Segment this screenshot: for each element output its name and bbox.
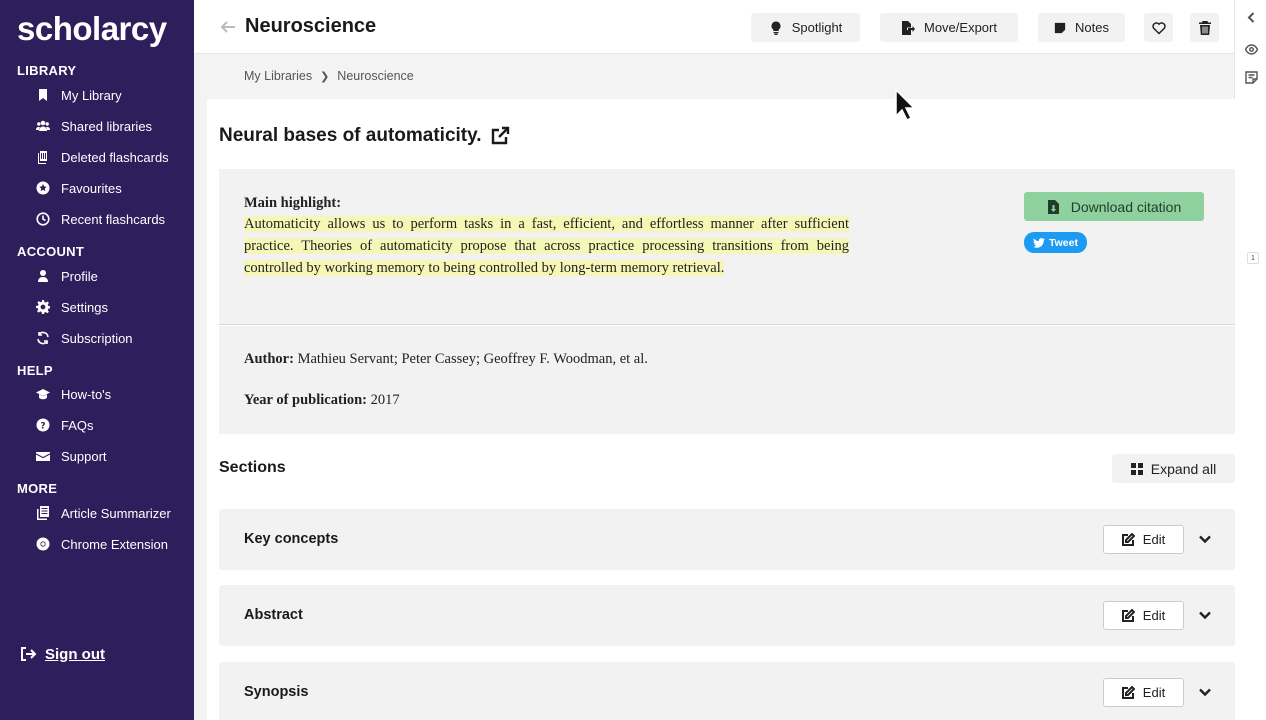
section-label: Key concepts: [244, 531, 339, 547]
scholarcy-logo[interactable]: scholarcy: [17, 10, 167, 47]
expand-chevron[interactable]: [1197, 684, 1213, 700]
sidebar-item-label: Deleted flashcards: [61, 149, 169, 165]
document-icon: [34, 504, 52, 522]
sticky-note-icon: [1245, 71, 1258, 84]
highlight-panel: [219, 169, 1235, 325]
arrow-left-icon: [218, 17, 238, 37]
section-heading-account: ACCOUNT: [17, 244, 85, 259]
bookmark-icon: [34, 86, 52, 104]
delete-button[interactable]: [1190, 13, 1219, 42]
heart-icon: [1152, 21, 1166, 35]
tweet-button[interactable]: [1024, 232, 1087, 253]
expand-chevron[interactable]: [1197, 531, 1213, 547]
article-title-row: [219, 125, 510, 147]
metadata-panel: [219, 326, 1235, 434]
sidebar-item-shared-libraries[interactable]: [34, 117, 152, 135]
edit-icon: [1122, 609, 1135, 622]
clock-icon: [34, 210, 52, 228]
trash-card-icon: [34, 148, 52, 166]
download-citation-button[interactable]: [1024, 192, 1204, 221]
collapse-panel-button[interactable]: [1241, 7, 1261, 27]
external-link-icon[interactable]: [490, 126, 510, 146]
envelope-icon: [34, 447, 52, 465]
edit-icon: [1122, 686, 1135, 699]
sign-out-link[interactable]: [19, 645, 105, 663]
file-export-icon: [901, 21, 915, 35]
sidebar-item-label: Shared libraries: [61, 118, 153, 134]
page-title: Neuroscience: [245, 15, 377, 37]
sidebar-item-label: My Library: [61, 87, 122, 103]
section-abstract[interactable]: [219, 585, 1235, 646]
author-label: Author:: [244, 351, 294, 367]
sidebar: [0, 0, 194, 720]
sidebar-item-settings[interactable]: [34, 298, 108, 316]
expand-all-label: Expand all: [1150, 460, 1217, 477]
user-icon: [34, 267, 52, 285]
question-icon: [34, 416, 52, 434]
sidebar-item-recent-flashcards[interactable]: [34, 210, 165, 228]
sidebar-item-how-tos[interactable]: [34, 385, 111, 403]
chevron-down-icon: [1197, 607, 1213, 623]
highlight-label: Main highlight:: [244, 195, 342, 211]
spotlight-label: Spotlight: [791, 20, 843, 35]
tweet-label: Tweet: [1049, 236, 1078, 249]
highlight-text: [244, 213, 849, 279]
section-synopsis[interactable]: [219, 662, 1235, 720]
year-value: 2017: [370, 392, 400, 408]
chevron-down-icon: [1197, 531, 1213, 547]
sidebar-item-label: Settings: [61, 299, 108, 315]
edit-label: Edit: [1142, 685, 1166, 700]
breadcrumb-current: Neuroscience: [337, 69, 414, 83]
note-icon: [1054, 22, 1066, 34]
download-citation-label: Download citation: [1070, 198, 1182, 215]
edit-button[interactable]: [1103, 678, 1184, 707]
expand-all-button[interactable]: [1112, 454, 1235, 483]
rail-badge: 1: [1247, 252, 1259, 264]
file-download-icon: [1047, 200, 1060, 214]
notes-label: Notes: [1075, 20, 1109, 35]
mouse-cursor-icon: [894, 88, 916, 122]
author-value: Mathieu Servant; Peter Cassey; Geoffrey F. Woodman, et al.: [297, 351, 648, 367]
back-button[interactable]: [218, 17, 238, 37]
sidebar-item-support[interactable]: [34, 447, 107, 465]
chevron-down-icon: [1197, 684, 1213, 700]
author-row: [244, 351, 648, 368]
move-export-label: Move/Export: [924, 20, 997, 35]
move-export-button[interactable]: [880, 13, 1018, 42]
year-label: Year of publication:: [244, 392, 367, 408]
article-title: Neural bases of automaticity.: [219, 125, 482, 146]
spotlight-button[interactable]: [751, 13, 860, 42]
sidebar-item-label: FAQs: [61, 417, 94, 433]
sidebar-item-chrome-extension[interactable]: [34, 535, 168, 553]
section-heading-library: LIBRARY: [17, 63, 77, 78]
sign-out-label: Sign out: [45, 645, 105, 663]
sidebar-item-label: Article Summarizer: [61, 505, 171, 521]
trash-icon: [1198, 21, 1212, 35]
breadcrumb: [244, 69, 414, 83]
eye-icon: [1245, 43, 1258, 56]
sidebar-item-profile[interactable]: [34, 267, 98, 285]
section-heading-more: MORE: [17, 481, 58, 496]
expand-chevron[interactable]: [1197, 607, 1213, 623]
lightbulb-icon: [769, 21, 783, 35]
users-icon: [34, 117, 52, 135]
edit-button[interactable]: [1103, 601, 1184, 630]
graduation-cap-icon: [34, 385, 52, 403]
section-label: Abstract: [244, 607, 303, 623]
refresh-icon: [34, 329, 52, 347]
preview-button[interactable]: [1241, 39, 1261, 59]
breadcrumb-root[interactable]: My Libraries: [244, 69, 313, 83]
edit-icon: [1122, 533, 1135, 546]
star-icon: [34, 179, 52, 197]
sidebar-item-label: Recent flashcards: [61, 211, 166, 227]
edit-label: Edit: [1142, 532, 1166, 547]
sign-out-icon: [19, 645, 37, 663]
chevron-left-icon: [1245, 11, 1258, 24]
section-key-concepts[interactable]: [219, 509, 1235, 570]
section-label: Synopsis: [244, 684, 309, 700]
notes-button[interactable]: [1038, 13, 1125, 42]
sidebar-item-label: Support: [61, 448, 107, 464]
sidebar-item-label: Subscription: [61, 330, 133, 346]
chevron-right-icon: ❯: [320, 70, 330, 83]
edit-label: Edit: [1142, 608, 1166, 623]
edit-button[interactable]: [1103, 525, 1184, 554]
svg-text:?: ?: [40, 421, 46, 432]
highlight-text-content: Automaticity allows us to perform tasks in a fast, efficient, and effortless manner after sufficient practice. Theories of automaticity propose that across practice processing transitions from being controlled by working memory to being controlled by long-term memory retrieval.: [244, 216, 849, 276]
gear-icon: [34, 298, 52, 316]
year-row: [244, 392, 400, 409]
sidebar-item-label: How-to's: [61, 386, 112, 402]
sidebar-item-label: Chrome Extension: [61, 536, 168, 552]
sidebar-item-favourites[interactable]: [34, 179, 122, 197]
favourite-button[interactable]: [1144, 13, 1173, 42]
sidebar-item-label: Favourites: [61, 180, 122, 196]
article-card: [207, 99, 1245, 720]
sidebar-item-my-library[interactable]: [34, 86, 122, 104]
grid-icon: [1131, 463, 1143, 475]
twitter-bird-icon: [1033, 238, 1045, 248]
chrome-icon: [34, 535, 52, 553]
sidebar-item-deleted-flashcards[interactable]: [34, 148, 169, 166]
sidebar-item-subscription[interactable]: [34, 329, 133, 347]
sidebar-item-faqs[interactable]: [34, 416, 94, 434]
section-heading-help: HELP: [17, 363, 53, 378]
sidebar-item-article-summarizer[interactable]: [34, 504, 171, 522]
sections-heading: Sections: [219, 459, 286, 476]
sidebar-item-label: Profile: [61, 268, 98, 284]
page-header: [194, 0, 1234, 54]
rail-notes-button[interactable]: [1241, 67, 1261, 87]
